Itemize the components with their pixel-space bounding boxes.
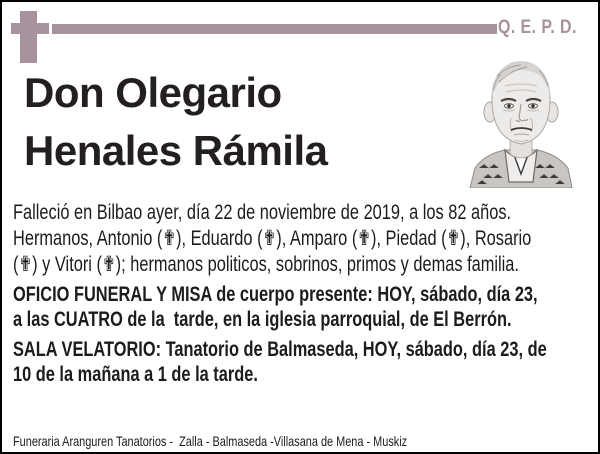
latin-cross-icon-arm: [11, 23, 49, 34]
latin-cross-icon: [20, 11, 37, 63]
wake-line: SALA VELATORIO: Tanatorio de Balmaseda, HOY, sábado, día 23, de: [13, 338, 547, 361]
funeral-home-footer: Funeraria Aranguren Tanatorios - Zalla - Balmaseda -Villasana de Mena - Muskiz: [13, 433, 408, 449]
deceased-name-line2: Henales Rámila: [24, 127, 328, 174]
funeral-line: a las CUATRO de la tarde, en la iglesia parroquial, de El Berrón.: [13, 308, 512, 331]
wake-info-paragraph: [13, 337, 593, 387]
funeral-line: OFICIO FUNERAL Y MISA de cuerpo presente: HOY, sábado, día 23,: [13, 283, 538, 306]
wake-line: 10 de la mañana a 1 de la tarde.: [13, 363, 258, 386]
header-rule: [52, 24, 497, 34]
death-line: Falleció en Bilbao ayer, día 22 de noviembre de 2019, a los 82 años.: [13, 201, 512, 224]
qepd-label: Q. E. P. D.: [498, 17, 577, 38]
deceased-name-line1: Don Olegario: [24, 69, 282, 116]
portrait-photo: [469, 56, 573, 188]
family-line: Hermanos, Antonio (✟), Eduardo (✟), Amparo (✟), Piedad (✟), Rosario: [13, 227, 532, 250]
family-line: (✟) y Vitori (✟); hermanos politicos, sobrinos, primos y demas familia.: [13, 253, 519, 276]
funeral-info-paragraph: [13, 282, 593, 332]
death-announcement-paragraph: [13, 200, 593, 278]
